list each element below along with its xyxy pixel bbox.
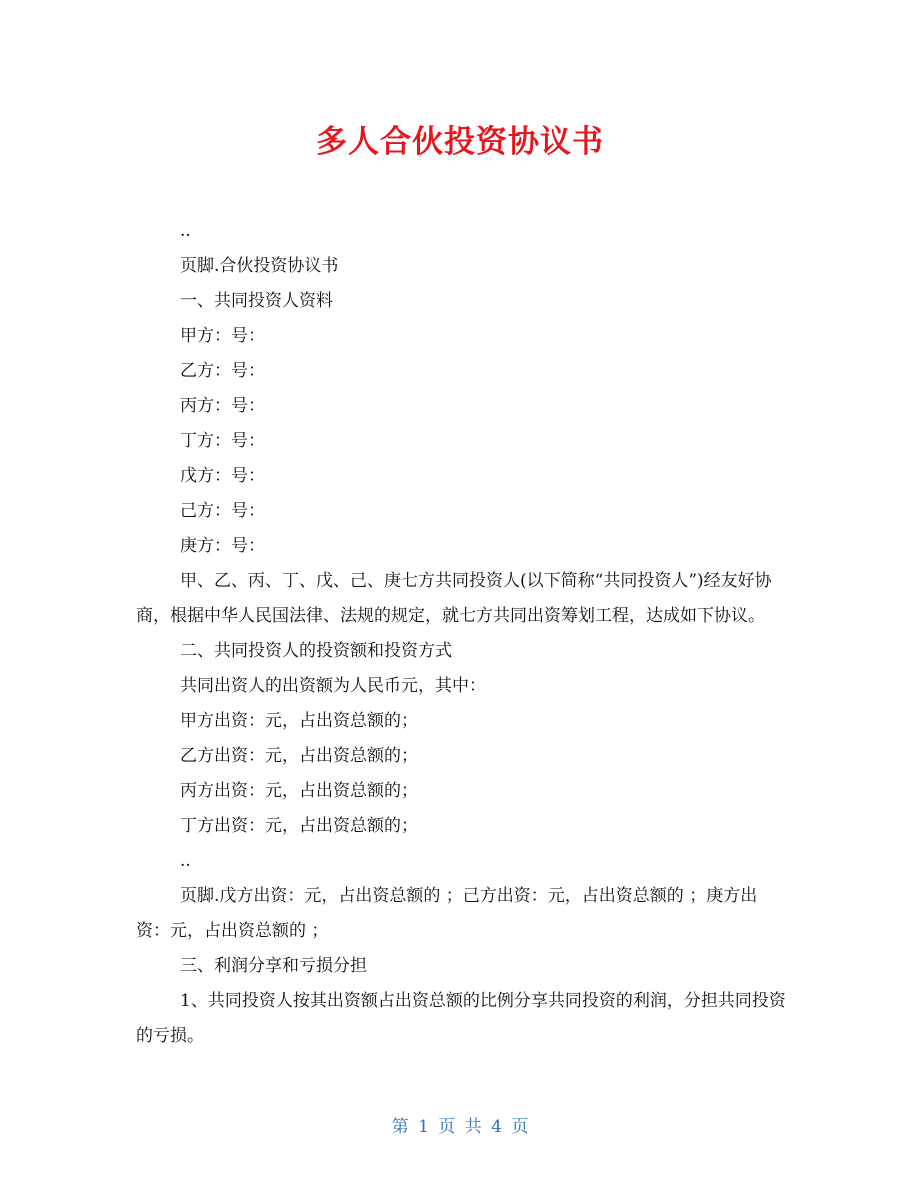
paragraph: 页脚.合伙投资协议书 xyxy=(180,256,339,276)
section-heading: 二、共同投资人的投资额和投资方式 xyxy=(180,641,452,661)
paragraph: 1、共同投资人按其出资额占出资总额的比例分享共同投资的利润，分担共同投资的亏损。 xyxy=(136,991,786,1046)
paragraph: 丙方出资：元，占出资总额的； xyxy=(180,781,418,801)
document-body xyxy=(136,214,786,1054)
paragraph: .. xyxy=(180,851,191,871)
paragraph: 乙方：号： xyxy=(180,361,265,381)
document-title: 多人合伙投资协议书 xyxy=(316,124,604,160)
paragraph: 甲、乙、丙、丁、戊、己、庚七方共同投资人(以下简称“共同投资人”)经友好协商，根据中华人民国法律、法规的规定，就七方共同出资筹划工程，达成如下协议。 xyxy=(136,571,772,626)
paragraph: 丁方出资：元，占出资总额的； xyxy=(180,816,418,836)
paragraph: 乙方出资：元，占出资总额的； xyxy=(180,746,418,766)
paragraph: 己方：号： xyxy=(180,501,265,521)
paragraph: 甲方出资：元，占出资总额的； xyxy=(180,711,418,731)
paragraph: 共同出资人的出资额为人民币元，其中： xyxy=(180,676,486,696)
paragraph: 甲方：号： xyxy=(180,326,265,346)
section-heading: 一、共同投资人资料 xyxy=(180,291,333,311)
paragraph: 页脚.戊方出资：元，占出资总额的 ；己方出资：元，占出资总额的 ；庚方出资：元，占出资总额的 ； xyxy=(136,886,758,941)
paragraph: .. xyxy=(180,221,191,241)
paragraph: 戊方：号： xyxy=(180,466,265,486)
page-number-footer: 第 1 页 共 4 页 xyxy=(391,1117,529,1137)
paragraph: 丁方：号： xyxy=(180,431,265,451)
paragraph: 丙方：号： xyxy=(180,396,265,416)
section-heading: 三、利润分享和亏损分担 xyxy=(180,956,367,976)
paragraph: 庚方：号： xyxy=(180,536,265,556)
